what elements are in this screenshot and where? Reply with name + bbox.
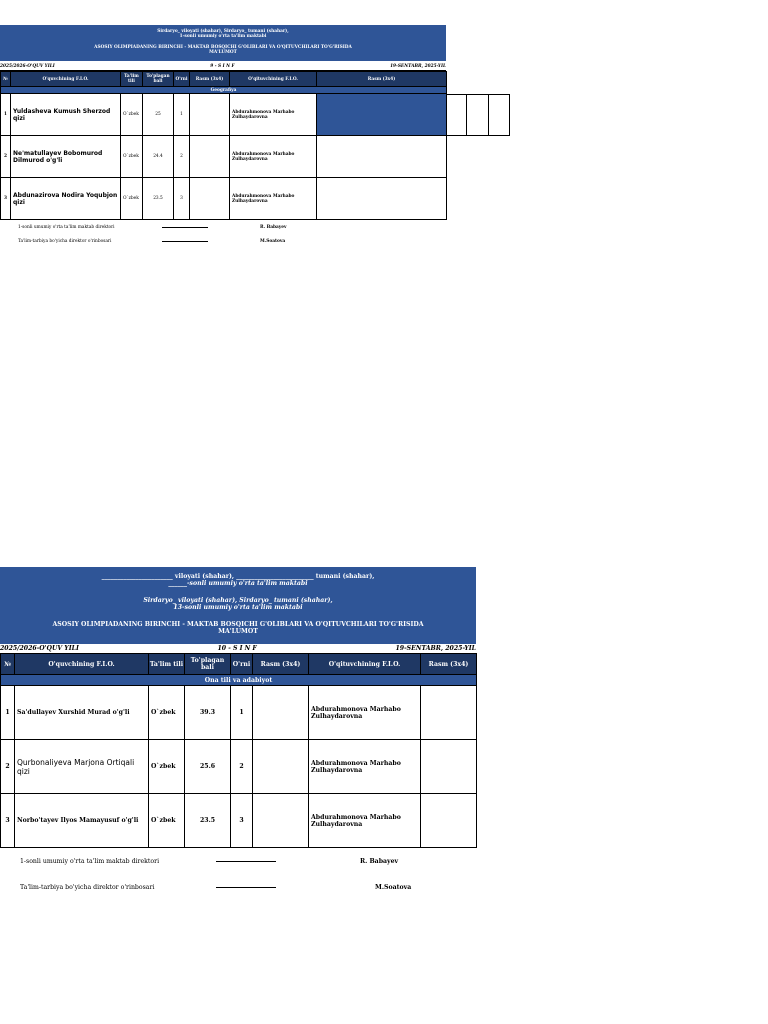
col-language: Ta'lim tili bbox=[121, 72, 143, 87]
student-score: 25.6 bbox=[185, 740, 231, 794]
student-language: O`zbek bbox=[121, 136, 143, 178]
sheet2-header-line1: _______________________ viloyati (shahar), _________________________ tumani (shahar), bbox=[101, 573, 375, 580]
student-name: Qurbonaliyeva Marjona Ortiqali qizi bbox=[15, 740, 149, 794]
sheet1-header-banner bbox=[0, 25, 446, 61]
student-score: 24.4 bbox=[143, 136, 174, 178]
sheet2-signature-deputy bbox=[20, 884, 460, 891]
student-place: 3 bbox=[231, 794, 253, 848]
col-score: To'plagan bali bbox=[143, 72, 174, 87]
col-student-name: O'quvchining F.I.O. bbox=[15, 654, 149, 675]
signature-role: 1-sonli umumiy o'rta ta'lim maktab direktori bbox=[18, 225, 115, 230]
col-place: O'rni bbox=[231, 654, 253, 675]
signature-line bbox=[162, 241, 208, 242]
col-score: To'plagan bali bbox=[185, 654, 231, 675]
signature-name: R. Babayev bbox=[260, 225, 287, 230]
student-score: 25 bbox=[143, 94, 174, 136]
signature-line bbox=[162, 227, 208, 228]
student-language: O`zbek bbox=[149, 686, 185, 740]
sheet1-header-line1: Sirdaryo_ viloyati (shahar), Sirdaryo_ tumani (shahar), bbox=[157, 29, 289, 34]
student-place: 2 bbox=[231, 740, 253, 794]
student-score: 23.5 bbox=[185, 794, 231, 848]
row-number: 1 bbox=[1, 94, 11, 136]
sheet2-subject: Ona tili va adabiyot bbox=[1, 675, 477, 686]
student-name: Abdunazirova Nodira Yoqubjon qizi bbox=[11, 178, 121, 220]
teacher-name: Abdurahmonova Marhabo Zulhaydarovna bbox=[309, 794, 421, 848]
sheet2-header-line3: Sirdaryo_ viloyati (shahar), Sirdaryo_ tumani (shahar), bbox=[143, 597, 333, 604]
sheet1-header-row bbox=[1, 72, 447, 87]
col-teacher-name: O'qituvchining F.I.O. bbox=[309, 654, 421, 675]
sheet1-date: 19-SENTABR, 2025-YIL bbox=[390, 63, 446, 69]
sheet1-meta-row bbox=[0, 62, 446, 71]
student-name: Ne'matullayev Bobomurod Dilmurod o'g'li bbox=[11, 136, 121, 178]
col-number: № bbox=[1, 654, 15, 675]
teacher-name: Abdurahmonova Marhabo Zulhaydarovna bbox=[230, 178, 317, 220]
sheet1-signature-deputy bbox=[18, 239, 318, 244]
row-number: 2 bbox=[1, 740, 15, 794]
table-row bbox=[1, 178, 447, 220]
student-place: 1 bbox=[174, 94, 190, 136]
student-place: 3 bbox=[174, 178, 190, 220]
col-photo: Rasm (3x4) bbox=[190, 72, 230, 87]
student-place: 2 bbox=[174, 136, 190, 178]
signature-role: 1-sonli umumiy o'rta ta'lim maktab direktori bbox=[20, 858, 160, 865]
row-number: 2 bbox=[1, 136, 11, 178]
sheet2-header-line4: 13-sonli umumiy o'rta ta'lim maktabi bbox=[173, 604, 303, 611]
sheet2-header-banner bbox=[0, 567, 476, 644]
student-place: 1 bbox=[231, 686, 253, 740]
teacher-photo-cell bbox=[421, 740, 477, 794]
signature-name: R. Babayev bbox=[360, 858, 399, 865]
student-language: O`zbek bbox=[121, 178, 143, 220]
student-name: Yuldasheva Kumush Sherzod qizi bbox=[11, 94, 121, 136]
sheet2-header-row bbox=[1, 654, 477, 675]
col-language: Ta'lim tili bbox=[149, 654, 185, 675]
sheet2-results-table bbox=[0, 653, 477, 848]
sheet2-signature-director bbox=[20, 858, 460, 865]
row-number: 3 bbox=[1, 178, 11, 220]
table-row bbox=[1, 686, 477, 740]
sheet1-signature-director bbox=[18, 225, 318, 230]
col-student-name: O'quvchining F.I.O. bbox=[11, 72, 121, 87]
sheet1-header-title1: ASOSIY OLIMPIADANING BIRINCHI - MAKTAB BOSQICHI G'OLIBLARI VA O'QITUVCHILARI TO'G'RISIDA bbox=[94, 45, 352, 50]
col-photo: Rasm (3x4) bbox=[253, 654, 309, 675]
teacher-name: Abdurahmonova Marhabo Zulhaydarovna bbox=[230, 136, 317, 178]
table-row bbox=[1, 94, 447, 136]
student-score: 39.3 bbox=[185, 686, 231, 740]
student-name: Sa'dullayev Xurshid Murad o'g'li bbox=[15, 686, 149, 740]
sheet1-year: 2025/2026-O'QUV YILI bbox=[0, 63, 55, 69]
sheet1-subject-row bbox=[1, 87, 447, 94]
sheet2-header-title2: MA'LUMOT bbox=[218, 628, 258, 635]
col-place: O'rni bbox=[174, 72, 190, 87]
table-row bbox=[1, 740, 477, 794]
student-name: Norbo'tayev Ilyos Mamayusuf o'g'li bbox=[15, 794, 149, 848]
signature-name: M.Soatova bbox=[260, 239, 286, 244]
teacher-name: Abdurahmonova Marhabo Zulhaydarovna bbox=[309, 740, 421, 794]
sheet2-header-line2: ______-sonli umumiy o'rta ta'lim maktabi bbox=[168, 580, 308, 587]
student-photo-cell bbox=[253, 794, 309, 848]
col-teacher-name: O'qituvchining F.I.O. bbox=[230, 72, 317, 87]
sheet2-date: 19-SENTABR, 2025-YIL bbox=[395, 645, 476, 652]
signature-role: Ta'lim-tarbiya bo'yicha direktor o'rinbosari bbox=[18, 239, 112, 244]
signature-role: Ta'lim-tarbiya bo'yicha direktor o'rinbosari bbox=[20, 884, 155, 891]
sheet2-header-title1: ASOSIY OLIMPIADANING BIRINCHI - MAKTAB BOSQICHI G'OLIBLARI VA O'QITUVCHILARI TO'G'RISIDA bbox=[52, 621, 424, 628]
student-language: O`zbek bbox=[149, 740, 185, 794]
teacher-name: Abdurahmonova Marhabo Zulhaydarovna bbox=[309, 686, 421, 740]
signature-line bbox=[216, 887, 276, 888]
student-language: O`zbek bbox=[121, 94, 143, 136]
student-photo-cell bbox=[253, 686, 309, 740]
sheet2-grade: 10 - S I N F bbox=[217, 645, 257, 652]
teacher-name: Abdurahmonova Marhabo Zulhaydarovna bbox=[230, 94, 317, 136]
sheet1-header-line2: 1-sonli umumiy o'rta ta'lim maktabi bbox=[179, 34, 267, 39]
teacher-photo-cell bbox=[317, 136, 447, 178]
student-photo-cell bbox=[253, 740, 309, 794]
teacher-photo-cell bbox=[317, 94, 447, 136]
sheet1-results-table bbox=[0, 71, 447, 220]
col-number: № bbox=[1, 72, 11, 87]
student-photo-cell bbox=[190, 136, 230, 178]
student-photo-cell bbox=[190, 178, 230, 220]
signature-line bbox=[216, 861, 276, 862]
teacher-photo-cell bbox=[421, 686, 477, 740]
sheet1-stray-cells bbox=[446, 94, 510, 136]
signature-name: M.Soatova bbox=[375, 884, 412, 891]
sheet1-subject: Geografiya bbox=[1, 87, 447, 94]
row-number: 3 bbox=[1, 794, 15, 848]
sheet1-grade: 9 - S I N F bbox=[210, 63, 235, 69]
table-row bbox=[1, 794, 477, 848]
col-teacher-photo: Rasm (3x4) bbox=[421, 654, 477, 675]
sheet1-header-title2: MA'LUMOT bbox=[209, 50, 237, 55]
sheet2-subject-row bbox=[1, 675, 477, 686]
col-teacher-photo: Rasm (3x4) bbox=[317, 72, 447, 87]
table-row bbox=[1, 136, 447, 178]
row-number: 1 bbox=[1, 686, 15, 740]
student-score: 23.5 bbox=[143, 178, 174, 220]
sheet2-year: 2025/2026-O'QUV YILI bbox=[0, 645, 79, 652]
student-language: O`zbek bbox=[149, 794, 185, 848]
teacher-photo-cell bbox=[317, 178, 447, 220]
student-photo-cell bbox=[190, 94, 230, 136]
teacher-photo-cell bbox=[421, 794, 477, 848]
